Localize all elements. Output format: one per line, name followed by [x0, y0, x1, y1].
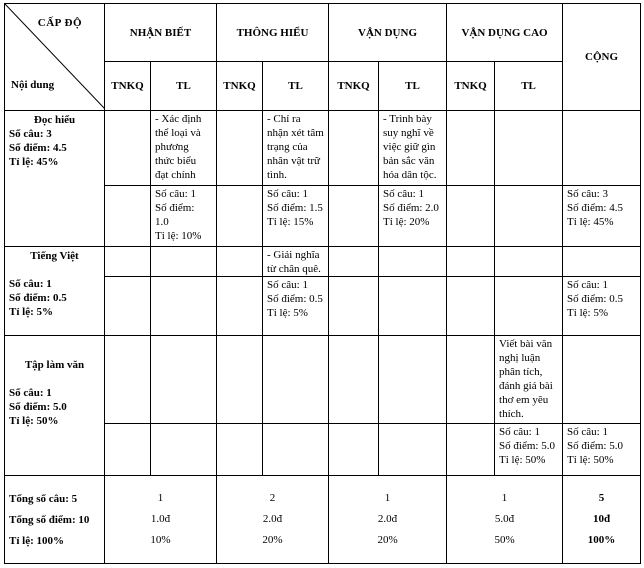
empty-cell	[447, 111, 495, 186]
empty-cell	[151, 336, 217, 424]
sub-header-tl: TL	[495, 62, 563, 111]
tieng-viet-total-stats: Số câu: 1 Số điểm: 0.5 Tỉ lệ: 5%	[563, 277, 641, 336]
empty-cell	[151, 277, 217, 336]
sub-header-tl: TL	[263, 62, 329, 111]
empty-cell	[263, 336, 329, 424]
doc-hieu-vd-stats: Số câu: 1 Số điểm: 2.0 Tỉ lệ: 20%	[379, 186, 447, 247]
level-van-dung: VẬN DỤNG	[329, 4, 447, 62]
sub-header-tl: TL	[151, 62, 217, 111]
row-totals	[5, 476, 641, 564]
empty-cell	[563, 247, 641, 277]
tap-lam-van-vdc-description: Viết bài văn nghị luận phân tích, đánh giá bài thơ em yêu thích.	[495, 336, 563, 424]
totals-labels: Tổng số câu: 5 Tổng số điểm: 10 Tỉ lệ: 100%	[5, 476, 105, 564]
level-label: CẤP ĐỘ	[37, 17, 82, 29]
empty-cell	[217, 277, 263, 336]
doc-hieu-th-description: - Chỉ ra nhận xét tâm trạng của nhân vật trữ tình.	[263, 111, 329, 186]
totals-grand: 5 10đ 100%	[563, 476, 641, 564]
topic-tieng-viet: Tiếng Việt Số câu: 1 Số điểm: 0.5 Tỉ lệ: 5%	[5, 247, 105, 336]
empty-cell	[447, 277, 495, 336]
empty-cell	[447, 247, 495, 277]
doc-hieu-nb-description: - Xác định thể loại và phương thức biểu đạt chính	[151, 111, 217, 186]
empty-cell	[495, 277, 563, 336]
empty-cell	[379, 336, 447, 424]
empty-cell	[563, 111, 641, 186]
empty-cell	[329, 247, 379, 277]
empty-cell	[263, 424, 329, 476]
sub-header-tnkq: TNKQ	[105, 62, 151, 111]
exam-matrix-table	[4, 3, 641, 564]
empty-cell	[495, 111, 563, 186]
sub-header-tnkq: TNKQ	[217, 62, 263, 111]
empty-cell	[447, 186, 495, 247]
tap-lam-van-vdc-stats: Số câu: 1 Số điểm: 5.0 Tỉ lệ: 50%	[495, 424, 563, 476]
tieng-viet-th-description: - Giải nghĩa từ chân quê.	[263, 247, 329, 277]
empty-cell	[329, 277, 379, 336]
level-van-dung-cao: VẬN DỤNG CAO	[447, 4, 563, 62]
empty-cell	[217, 336, 263, 424]
totals-nhan-biet: 1 1.0đ 10%	[105, 476, 217, 564]
empty-cell	[217, 111, 263, 186]
tap-lam-van-total-stats: Số câu: 1 Số điểm: 5.0 Tỉ lệ: 50%	[563, 424, 641, 476]
doc-hieu-nb-stats: Số câu: 1 Số điểm: 1.0 Tỉ lệ: 10%	[151, 186, 217, 247]
totals-thong-hieu: 2 2.0đ 20%	[217, 476, 329, 564]
empty-cell	[105, 247, 151, 277]
topic-tap-lam-van: Tập làm văn Số câu: 1 Số điểm: 5.0 Tỉ lệ: 50%	[5, 336, 105, 476]
sub-header-tl: TL	[379, 62, 447, 111]
empty-cell	[105, 277, 151, 336]
sub-header-tnkq: TNKQ	[447, 62, 495, 111]
row-doc-hieu-content	[5, 111, 641, 186]
empty-cell	[151, 247, 217, 277]
empty-cell	[105, 186, 151, 247]
empty-cell	[329, 111, 379, 186]
level-nhan-biet: NHẬN BIẾT	[105, 4, 217, 62]
level-thong-hieu: THÔNG HIỂU	[217, 4, 329, 62]
empty-cell	[105, 111, 151, 186]
empty-cell	[105, 424, 151, 476]
tieng-viet-th-stats: Số câu: 1 Số điểm: 0.5 Tỉ lệ: 5%	[263, 277, 329, 336]
empty-cell	[329, 186, 379, 247]
totals-van-dung-cao: 1 5.0đ 50%	[447, 476, 563, 564]
doc-hieu-total-stats: Số câu: 3 Số điểm: 4.5 Tỉ lệ: 45%	[563, 186, 641, 247]
empty-cell	[151, 424, 217, 476]
empty-cell	[447, 424, 495, 476]
empty-cell	[329, 424, 379, 476]
empty-cell	[379, 277, 447, 336]
empty-cell	[379, 424, 447, 476]
doc-hieu-th-stats: Số câu: 1 Số điểm: 1.5 Tỉ lệ: 15%	[263, 186, 329, 247]
empty-cell	[329, 336, 379, 424]
empty-cell	[495, 247, 563, 277]
empty-cell	[105, 336, 151, 424]
row-tap-lam-van-content	[5, 336, 641, 424]
topic-doc-hieu: Đọc hiểu Số câu: 3 Số điểm: 4.5 Tỉ lệ: 45%	[5, 111, 105, 247]
empty-cell	[217, 424, 263, 476]
header-row-levels	[5, 4, 641, 62]
sub-header-tnkq: TNKQ	[329, 62, 379, 111]
empty-cell	[379, 247, 447, 277]
total-header: CỘNG	[563, 4, 641, 111]
empty-cell	[495, 186, 563, 247]
empty-cell	[563, 336, 641, 424]
doc-hieu-vd-description: - Trình bày suy nghĩ về việc giữ gìn bản sắc văn hóa dân tộc.	[379, 111, 447, 186]
content-label: Nội dung	[11, 79, 55, 91]
totals-van-dung: 1 2.0đ 20%	[329, 476, 447, 564]
row-tieng-viet-content	[5, 247, 641, 277]
empty-cell	[217, 186, 263, 247]
header-corner-cell	[5, 4, 105, 111]
empty-cell	[447, 336, 495, 424]
empty-cell	[217, 247, 263, 277]
